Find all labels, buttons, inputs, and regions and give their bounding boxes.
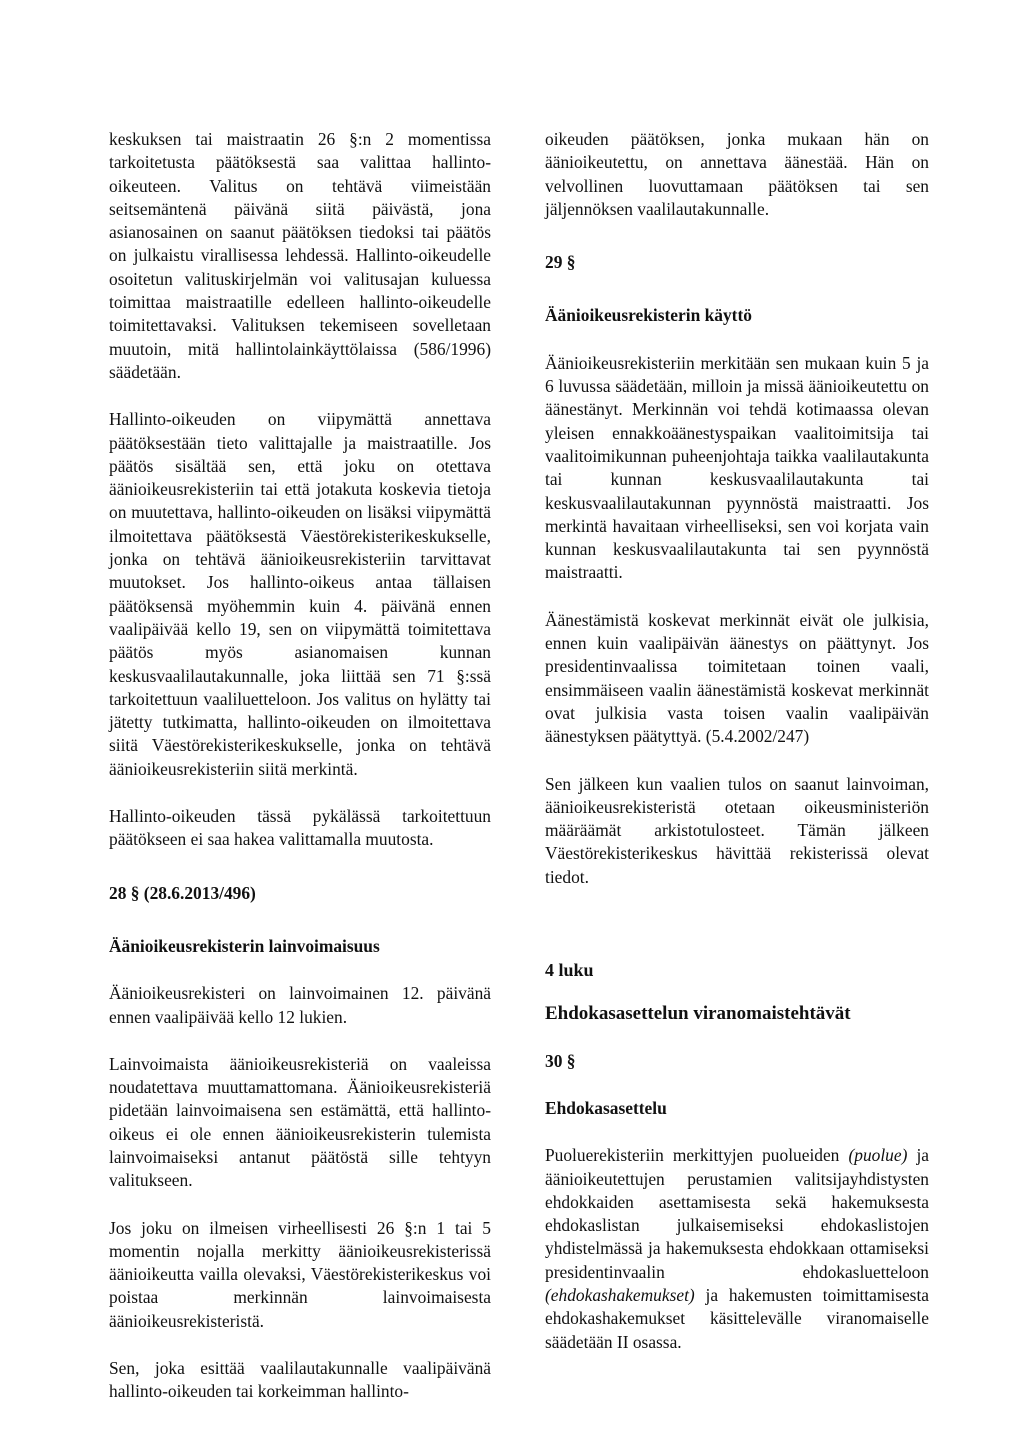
paragraph: Hallinto-oikeuden on viipymättä annettava päätöksestään tieto valittajalle ja maistraatille. Jos päätös sisältää sen, että joku on otettava äänioikeusrekisteriin tai että jotakuta koskevia tietoja on muutettava, hallinto-oikeuden on lisäksi viipymättä ilmoitettava päätöksestä Väestörekisterikeskukselle, jonka on tehtävä äänioikeusrekisteriin tarvittavat muutokset. Jos hallinto-oikeus antaa tällaisen päätöksensä myöhemmin kuin 4. päivänä ennen vaalipäivää kello 19, sen on viipymättä toimitettava päätös myös asianomaisen kunnan keskusvaalilautakunnalle, joka liittää sen 71 §:ssä tarkoitettuun vaaliluetteloon. Jos valitus on hylätty tai jätetty tutkimatta, hallinto-oikeuden on ilmoitettava siitä Väestörekisterikeskukselle, jonka on tehtävä äänioikeusrekisteriin siitä merkintä.: [109, 409, 491, 779]
right-column: [545, 128, 929, 1354]
paragraph: oikeuden päätöksen, jonka mukaan hän on äänioikeutettu, on annettava äänestää. Hän on velvollinen luovuttamaan päätöksen tai sen jäljennöksen vaalilautakunnalle.: [545, 129, 929, 219]
left-column: [109, 128, 491, 1404]
italic-term: (puolue): [848, 1145, 908, 1166]
paragraph: keskuksen tai maistraatin 26 §:n 2 momentissa tarkoitetusta päätöksestä saa valittaa hallinto-oikeuteen. Valitus on tehtävä viimeistään seitsemäntenä päivänä siitä päivästä, jona asianosainen on saanut päätöksen tiedoksi tai päätös on julkaistu virallisessa lehdessä. Hallinto-oikeudelle osoitetun valituskirjelmän voi valitusajan kuluessa toimittaa maistraatille edelleen hallinto-oikeudelle toimitettavaksi. Valituksen tekemiseen sovelletaan muutoin, mitä hallintolainkäyttölaissa (586/1996) säädetään.: [109, 129, 491, 382]
paragraph: [545, 1144, 929, 1354]
section-heading-29: 29 §: [545, 252, 576, 273]
paragraph: Sen jälkeen kun vaalien tulos on saanut lainvoiman, äänioikeusrekisteristä otetaan oikeusministeriön määräämät arkistotulosteet. Tämän jälkeen Väestörekisterikeskus hävittää rekisterissä olevat tiedot.: [545, 773, 929, 887]
section-title-29: Äänioikeusrekisterin käyttö: [545, 305, 752, 326]
paragraph: Äänioikeusrekisteri on lainvoimainen 12. päivänä ennen vaalipäivää kello 12 lukien.: [109, 983, 491, 1027]
section-heading-28: 28 § (28.6.2013/496): [109, 882, 256, 903]
paragraph: Sen, joka esittää vaalilautakunnalle vaalipäivänä hallinto-oikeuden tai korkeimman hallinto-: [109, 1358, 491, 1402]
italic-term: (ehdokashakemukset): [545, 1284, 695, 1305]
chapter-number: 4 luku: [545, 960, 594, 981]
section-title-30: Ehdokasasettelu: [545, 1097, 667, 1118]
section-title-28: Äänioikeusrekisterin lainvoimaisuus: [109, 935, 380, 956]
text-run: Puoluerekisteriin merkittyjen puolueiden: [545, 1145, 849, 1166]
paragraph: Äänioikeusrekisteriin merkitään sen mukaan kuin 5 ja 6 luvussa säädetään, milloin ja missä äänioikeutettu on äänestänyt. Merkinnän voi tehdä kotimaassa olevan yleisen ennakkoäänestyspaikan vaalitoimitsija tai vaalitoimikunnan puheenjohtaja taikka vaalilautakunta tai kunnan keskusvaalilautakunta tai keskusvaalilautakunnan pyynnöstä maistraatti. Jos merkintä havaitaan virheelliseksi, sen voi korjata vain kunnan keskusvaalilautakunta tai sen pyynnöstä maistraatti.: [545, 352, 929, 583]
paragraph: Hallinto-oikeuden tässä pykälässä tarkoitettuun päätökseen ei saa hakea valittamalla muutosta.: [109, 806, 491, 850]
paragraph: Äänestämistä koskevat merkinnät eivät ole julkisia, ennen kuin vaalipäivän äänestys on päättynyt. Jos presidentinvaalissa toimitetaan toinen vaali, ensimmäiseen vaalin äänestämistä koskevat merkinnät ovat julkisia vasta toisen vaalin vaalipäivän äänestyksen päätyttyä. (5.4.2002/247): [545, 609, 929, 747]
section-heading-30: 30 §: [545, 1050, 576, 1071]
chapter-title: Ehdokasasettelun viranomaistehtävät: [545, 1003, 851, 1025]
paragraph: Lainvoimaista äänioikeusrekisteriä on vaaleissa noudatettava muuttamattomana. Äänioikeusrekisteriä pidetään lainvoimaisena sen estämättä, että hallinto-oikeus ei ole ennen äänioikeusrekisterin tulemista lainvoimaiseksi antanut päätöstä sille tehtyyn valitukseen.: [109, 1053, 491, 1191]
paragraph: Jos joku on ilmeisen virheellisesti 26 §:n 1 tai 5 momentin nojalla merkitty äänioikeusrekisterissä äänioikeutta vailla olevaksi, Väestörekisterikeskus voi poistaa merkinnän lainvoimaisesta äänioikeusrekisteristä.: [109, 1217, 491, 1331]
text-run: ja hakemusten toimittamisesta ehdokashakemukset käsittelevälle viranomaiselle säädetään II osassa.: [545, 1284, 929, 1352]
text-run: ja äänioikeutettujen perustamien valitsijayhdistysten ehdokkaiden asettamisesta sekä hakemuksesta ehdokaslistan julkaisemiseksi ehdokaslistojen yhdistelmässä ja hakemuksesta ehdokkaan ottamiseksi presidentinvaalin ehdokasluetteloon: [545, 1145, 929, 1282]
